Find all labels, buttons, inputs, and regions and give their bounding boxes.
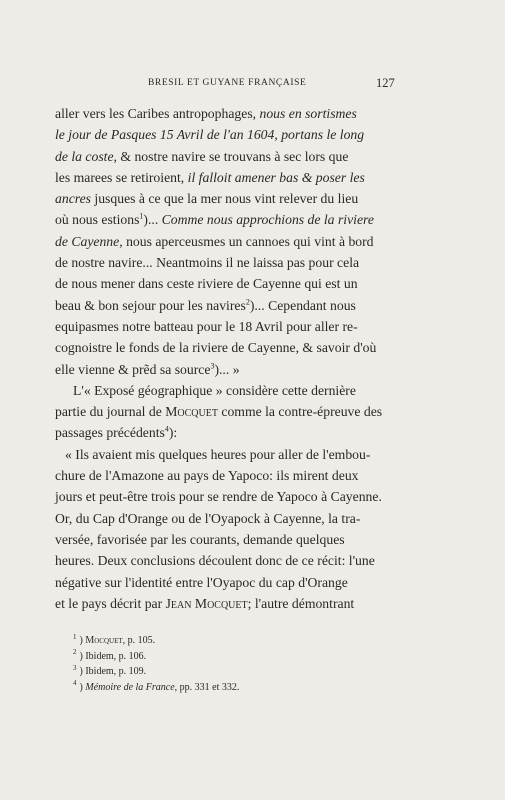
running-title: BRESIL ET GUYANE FRANÇAISE — [148, 78, 307, 88]
text-line: partie du journal de Mocquet comme la contre-épreuve des — [55, 404, 383, 420]
paragraph-citation — [55, 444, 395, 614]
text-line: L'« Exposé géographique » considère cette dernière — [73, 382, 356, 398]
footnote: $^1$ ) Mocquet, p. 105. — [73, 632, 156, 646]
paragraph-quote-mocquet — [55, 103, 395, 380]
footnote-ref: 4 — [164, 424, 169, 434]
footnotes — [73, 633, 239, 695]
footnote-ref: 1 — [139, 211, 144, 221]
text-line: de la coste, & nostre navire se trouvans à sec lors que — [55, 148, 349, 164]
text-line: les marees se retiroient, il falloit amener bas & poser les — [55, 169, 365, 185]
text-line: « Ils avaient mis quelques heures pour aller de l'embou- — [65, 446, 371, 462]
text-line: Or, du Cap d'Orange ou de l'Oyapock à Cayenne, la tra- — [55, 510, 361, 526]
footnote-ref: 3 — [210, 361, 215, 370]
text-line: chure de l'Amazone au pays de Yapoco: ils mirent deux — [55, 468, 359, 484]
text-line: elle vienne & prẽd sa source$^3$)... » — [55, 361, 240, 377]
body-text — [55, 103, 395, 614]
text-line: de Cayenne, nous aperceusmes un cannoes qui vint à bord — [55, 233, 374, 249]
text-line: beau & bon sejour pour les navires$^2$)... Cependant nous — [55, 297, 356, 313]
page-number: 127 — [376, 76, 395, 90]
text-line: ancres jusques à ce que la mer nous vint relever du lieu — [55, 191, 359, 207]
text-line: cognoistre le fonds de la riviere de Cayenne, & savoir d'où — [55, 340, 377, 356]
paragraph-expose — [55, 380, 395, 444]
text-line: et le pays décrit par Jean Mocquet; l'autre démontrant — [55, 595, 355, 611]
footnote: $^4$ ) Mémoire de la France, pp. 331 et 332. — [73, 679, 240, 693]
footnote-ref: 2 — [245, 297, 250, 307]
text-line: où nous estions$^1$)... Comme nous approchions de la riviere — [55, 211, 374, 228]
text-line: le jour de Pasques 15 Avril de l'an 1604, portans le long — [55, 127, 365, 143]
text-line: equipasmes notre batteau pour le 18 Avril pour aller re- — [55, 318, 358, 334]
author-name: Mocquet — [165, 404, 218, 420]
text-line: passages précédents$^4$): — [55, 424, 178, 441]
footnote: $^2$ ) Ibidem, p. 106. — [73, 648, 147, 662]
text-line: de nostre navire... Neantmoins il ne laissa pas pour cela — [55, 255, 360, 271]
text-line: de nous mener dans ceste riviere de Cayenne qui est un — [55, 276, 358, 292]
footnote: $^3$ ) Ibidem, p. 109. — [73, 663, 147, 677]
text-line: jours et peut-être trois pour se rendre de Yapoco à Cayenne. — [55, 489, 382, 505]
page-header — [0, 78, 505, 92]
text-line: négative sur l'identité entre l'Oyapoc du cap d'Orange — [55, 574, 348, 590]
text-line: heures. Deux conclusions découlent donc de ce récit: l'une — [55, 553, 375, 569]
text-line: versée, favorisée par les courants, demande quelques — [55, 531, 345, 547]
author-name: Jean Mocquet — [165, 595, 248, 611]
text-line: aller vers les Caribes antropophages, nous en sortismes — [55, 106, 357, 121]
